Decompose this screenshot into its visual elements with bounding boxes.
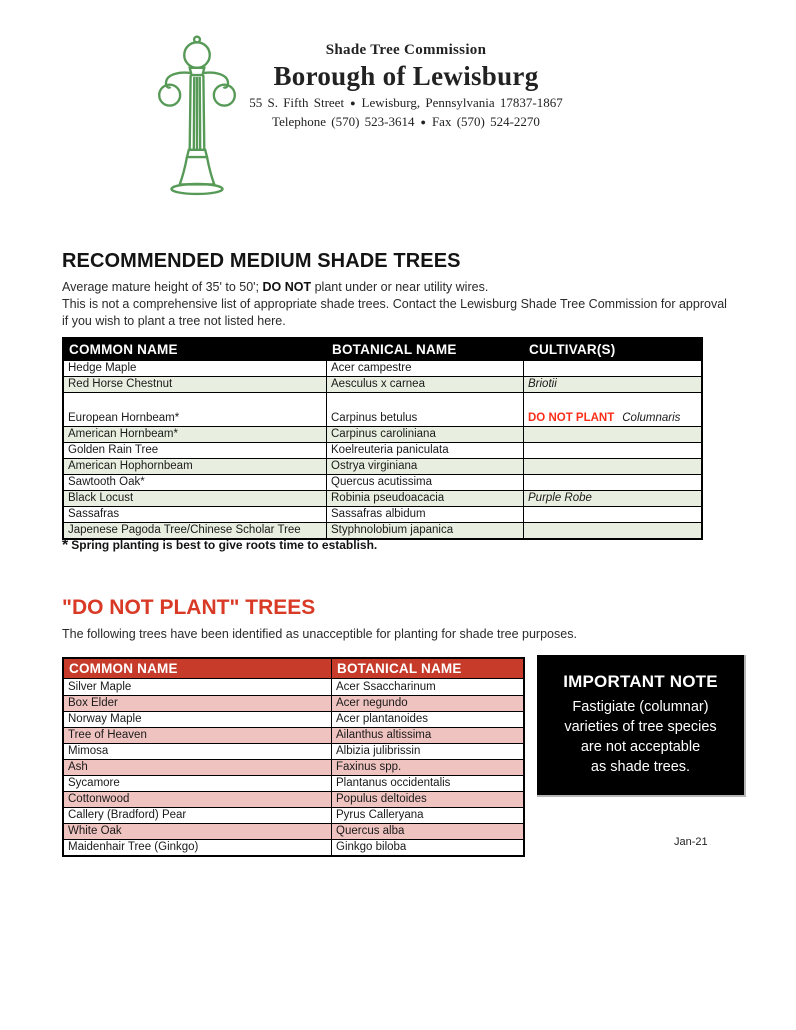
column-header-botanical-name: BOTANICAL NAME: [331, 659, 523, 678]
address-city: Lewisburg, Pennsylvania 17837-1867: [361, 95, 563, 110]
table-cell: Ostrya virginiana: [326, 459, 523, 474]
table-row: [64, 679, 523, 695]
table-row: [64, 711, 523, 727]
table-cell: Albizia julibrissin: [331, 744, 523, 759]
important-note-title: IMPORTANT NOTE: [563, 672, 718, 691]
table-cell: Sycamore: [68, 777, 120, 789]
recommended-section-title: RECOMMENDED MEDIUM SHADE TREES: [62, 250, 461, 272]
column-header-botanical-name: BOTANICAL NAME: [326, 339, 523, 360]
table-cell: Sassafras albidum: [326, 507, 523, 522]
table-row: [64, 695, 523, 711]
table-cell: Carpinus caroliniana: [326, 427, 523, 442]
table-cell: [523, 443, 701, 458]
table-cell: Red Horse Chestnut: [68, 378, 173, 390]
important-note-box: [537, 655, 746, 797]
table-row: [64, 727, 523, 743]
table-cell: Acer campestre: [326, 361, 523, 376]
table-cell: Robinia pseudoacacia: [326, 491, 523, 506]
table-row: [64, 743, 523, 759]
table-cell: Ginkgo biloba: [331, 840, 523, 855]
table-cell: Hedge Maple: [68, 362, 137, 374]
cultivar-name: Purple Robe: [528, 492, 592, 504]
table-cell: [523, 393, 701, 426]
cultivar-name: Columnaris: [622, 412, 681, 424]
do-not-plant-trees-table: [62, 657, 525, 857]
table-cell: [523, 523, 701, 538]
table-cell: [523, 459, 701, 474]
cultivar-name: Briotii: [528, 378, 557, 390]
table-header-row: [64, 659, 523, 679]
table-cell: Box Elder: [68, 697, 118, 709]
intro-text: Average mature height of 35' to 50';: [62, 280, 263, 294]
phone-number: Telephone (570) 523-3614: [272, 114, 415, 129]
table-row: [64, 791, 523, 807]
table-cell: Norway Maple: [68, 713, 142, 725]
table-cell: Sassafras: [68, 508, 120, 520]
table-row: [64, 474, 701, 490]
table-cell: American Hornbeam*: [68, 428, 178, 440]
important-note-line: varieties of tree species: [564, 719, 717, 735]
table-row: [64, 442, 701, 458]
bullet-separator: ●: [350, 98, 356, 108]
table-cell: [523, 491, 701, 506]
table-cell: Sawtooth Oak*: [68, 476, 145, 488]
table-cell: Populus deltoides: [331, 792, 523, 807]
table-cell: Quercus alba: [331, 824, 523, 839]
table-row: [64, 775, 523, 791]
table-row: [64, 426, 701, 442]
table-cell: Silver Maple: [68, 680, 132, 693]
do-not-plant-warning: DO NOT PLANT: [528, 412, 615, 424]
fax-number: Fax (570) 524-2270: [431, 114, 540, 129]
table-row: [64, 522, 701, 538]
footnote-asterisk: *: [62, 537, 69, 554]
table-cell: Acer plantanoides: [331, 712, 523, 727]
address-line: [226, 95, 586, 111]
table-cell: [523, 427, 701, 442]
do-not-plant-section-title: "DO NOT PLANT" TREES: [62, 596, 316, 619]
do-not-plant-intro: The following trees have been identified as unacceptible for planting for shade tree purposes.: [62, 627, 577, 641]
table-row: [64, 360, 701, 376]
table-row: [64, 839, 523, 855]
org-name: Shade Tree Commission: [325, 42, 487, 58]
table-row: [64, 759, 523, 775]
table-cell: Styphnolobium japanica: [326, 523, 523, 538]
table-row: [64, 376, 701, 392]
table-cell: Koelreuteria paniculata: [326, 443, 523, 458]
column-header-common-name: COMMON NAME: [69, 342, 178, 357]
table-cell: [523, 361, 701, 376]
table-row: [64, 392, 701, 426]
intro-do-not: DO NOT: [262, 280, 312, 294]
borough-title: Borough of Lewisburg: [273, 61, 539, 91]
column-header-cultivars: CULTIVAR(S): [523, 339, 701, 360]
table-row: [64, 807, 523, 823]
table-row: [64, 823, 523, 839]
table-row: [64, 506, 701, 522]
table-cell: European Hornbeam*: [68, 412, 180, 424]
table-cell: Quercus acutissima: [326, 475, 523, 490]
table-cell: Callery (Bradford) Pear: [68, 809, 187, 821]
table-cell: Black Locust: [68, 492, 134, 504]
important-note-line: are not acceptable: [580, 739, 701, 755]
document-date: Jan-21: [674, 836, 708, 848]
table-cell: Ash: [68, 761, 88, 773]
table-cell: Golden Rain Tree: [68, 444, 159, 456]
important-note-line: as shade trees.: [590, 759, 691, 775]
table-cell: Maidenhair Tree (Ginkgo): [68, 841, 199, 853]
table-cell: Ailanthus altissima: [331, 728, 523, 743]
table-cell: Carpinus betulus: [326, 393, 523, 426]
table-cell: Aesculus x carnea: [326, 377, 523, 392]
spring-planting-footnote: [62, 537, 377, 555]
table-cell: Plantanus occidentalis: [331, 776, 523, 791]
bullet-separator: ●: [420, 117, 426, 127]
table-cell: White Oak: [68, 825, 122, 837]
letterhead-text: [226, 42, 586, 130]
recommended-trees-table: [62, 337, 703, 540]
table-cell: Tree of Heaven: [68, 729, 147, 741]
table-cell: Faxinus spp.: [331, 760, 523, 775]
table-cell: Japenese Pagoda Tree/Chinese Scholar Tree: [68, 524, 301, 536]
table-cell: [523, 377, 701, 392]
intro-text: plant under or near utility wires.: [311, 280, 489, 294]
important-note-line: Fastigiate (columnar): [572, 699, 709, 715]
phone-line: [226, 114, 586, 130]
table-body: [64, 679, 523, 855]
table-cell: Cottonwood: [68, 793, 130, 805]
intro-text-2: This is not a comprehensive list of appropriate shade trees. Contact the Lewisburg Shade Tree Commission for approval if you wish to plant a tree not listed here.: [62, 297, 727, 328]
table-cell: Acer Ssaccharinum: [331, 679, 523, 695]
table-row: [64, 490, 701, 506]
recommended-intro: [62, 279, 734, 330]
letterhead: [0, 30, 796, 210]
table-cell: [523, 507, 701, 522]
table-row: [64, 458, 701, 474]
table-body: [64, 360, 701, 538]
column-header-common-name: COMMON NAME: [69, 661, 178, 676]
table-cell: American Hophornbeam: [68, 460, 193, 472]
table-cell: [523, 475, 701, 490]
footnote-text: Spring planting is best to give roots time to establish.: [71, 538, 378, 552]
table-cell: Mimosa: [68, 745, 109, 757]
table-header-row: [64, 339, 701, 360]
table-cell: Pyrus Calleryana: [331, 808, 523, 823]
address-street: 55 S. Fifth Street: [249, 95, 345, 110]
table-cell: Acer negundo: [331, 696, 523, 711]
